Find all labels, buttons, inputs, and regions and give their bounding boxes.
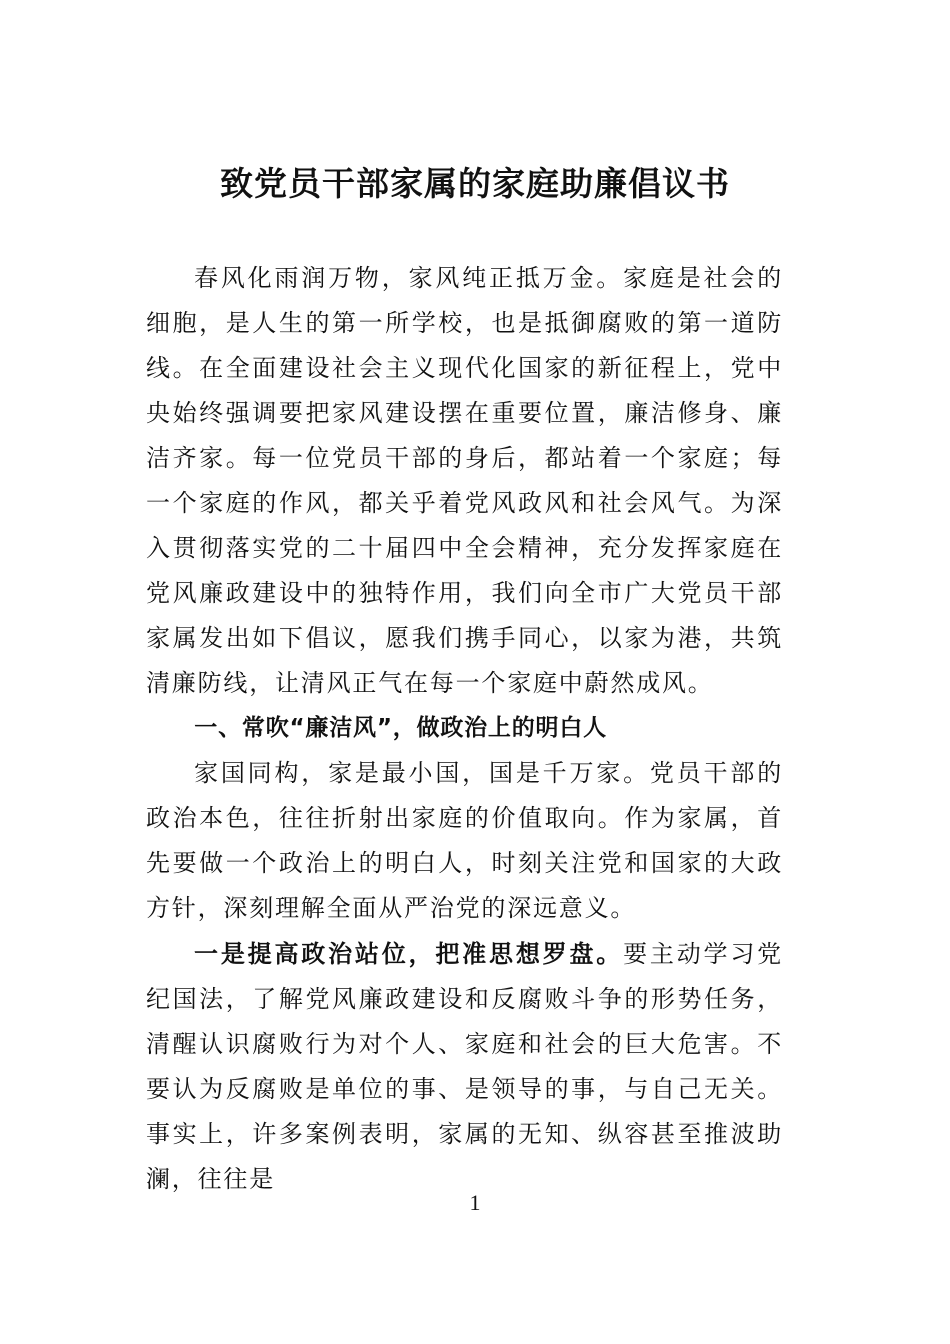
document-body	[146, 256, 783, 1202]
page-number: 1	[469, 1190, 481, 1215]
document-title: 致党员干部家属的家庭助廉倡议书	[220, 164, 730, 203]
point-1-lead: 一是提高政治站位，把准思想罗盘。	[194, 939, 624, 968]
section-1-heading: 一、常吹“廉洁风”，做政治上的明白人	[194, 715, 607, 741]
point-1-text: 要主动学习党纪国法，了解党风廉政建设和反腐败斗争的形势任务，清醒认识腐败行为对个人、家庭和社会的巨大危害。不要认为反腐败是单位的事、是领导的事，与自己无关。事实上，许多案例表明，家属的无知、纵容甚至推波助澜，往往是	[146, 940, 783, 1193]
point-1-paragraph	[146, 931, 783, 1202]
section-1-paragraph: 家国同构，家是最小国，国是千万家。党员干部的政治本色，往往折射出家庭的价值取向。作为家属，首先要做一个政治上的明白人，时刻关注党和国家的大政方针，深刻理解全面从严治党的深远意义。	[146, 759, 783, 922]
intro-paragraph: 春风化雨润万物，家风纯正抵万金。家庭是社会的细胞，是人生的第一所学校，也是抵御腐败的第一道防线。在全面建设社会主义现代化国家的新征程上，党中央始终强调要把家风建设摆在重要位置，廉洁修身、廉洁齐家。每一位党员干部的身后，都站着一个家庭；每一个家庭的作风，都关乎着党风政风和社会风气。为深入贯彻落实党的二十届四中全会精神，充分发挥家庭在党风廉政建设中的独特作用，我们向全市广大党员干部家属发出如下倡议，愿我们携手同心，以家为港，共筑清廉防线，让清风正气在每一个家庭中蔚然成风。	[146, 264, 783, 697]
